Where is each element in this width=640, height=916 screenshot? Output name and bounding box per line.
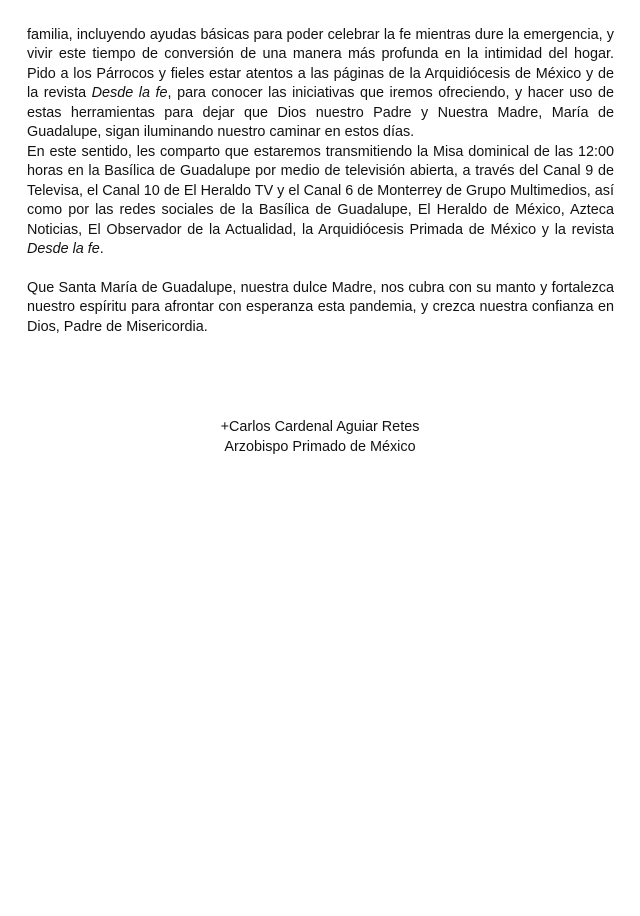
paragraph-text: familia, incluyendo ayudas básicas para poder celebrar la fe mientras dure la emergencia, y vivir este tiempo de conversión de una manera más profunda en la intimidad del hogar. Pido a los Párrocos y fieles estar atentos a las páginas de la Arquidiócesis de México y de la revista (27, 27, 614, 102)
paragraph-text: , para conocer las iniciativas que iremos ofreciendo, y hacer uso de estas herramientas para dejar que Dios nuestro Padre y Nuestra Madre, María de Guadalupe, sigan iluminando nuestro caminar en estos días. (27, 85, 614, 141)
signature-block (0, 418, 640, 457)
magazine-title: Desde la fe (27, 240, 100, 257)
paragraph-mass-broadcast (27, 143, 614, 260)
paragraph-text: . (99, 240, 104, 257)
paragraph-home-faith (27, 26, 614, 143)
paragraph-text: En este sentido, les comparto que estaremos transmitiendo la Misa dominical de las 12:00 horas en la Basílica de Guadalupe por medio de televisión abierta, a través del Canal 9 de Televisa, el Canal 10 de El Heraldo TV y el Canal 6 de Monterrey de Grupo Multimedios, así como por las redes sociales de la Basílica de Guadalupe, El Heraldo de México, Azteca Noticias, El Observador de la Actualidad, la Arquidiócesis Primada de México y la revista (27, 143, 614, 238)
signature-title: Arzobispo Primado de México (224, 438, 416, 455)
magazine-title: Desde la fe (91, 85, 168, 102)
signature-name: +Carlos Cardenal Aguiar Retes (220, 419, 420, 435)
paragraph-closing-prayer: Que Santa María de Guadalupe, nuestra dulce Madre, nos cubra con su manto y fortalezca nuestro espíritu para afrontar con esperanza esta pandemia, y crezca nuestra confianza en Dios, Padre de Misericordia. (27, 279, 614, 335)
document-body (27, 26, 614, 337)
